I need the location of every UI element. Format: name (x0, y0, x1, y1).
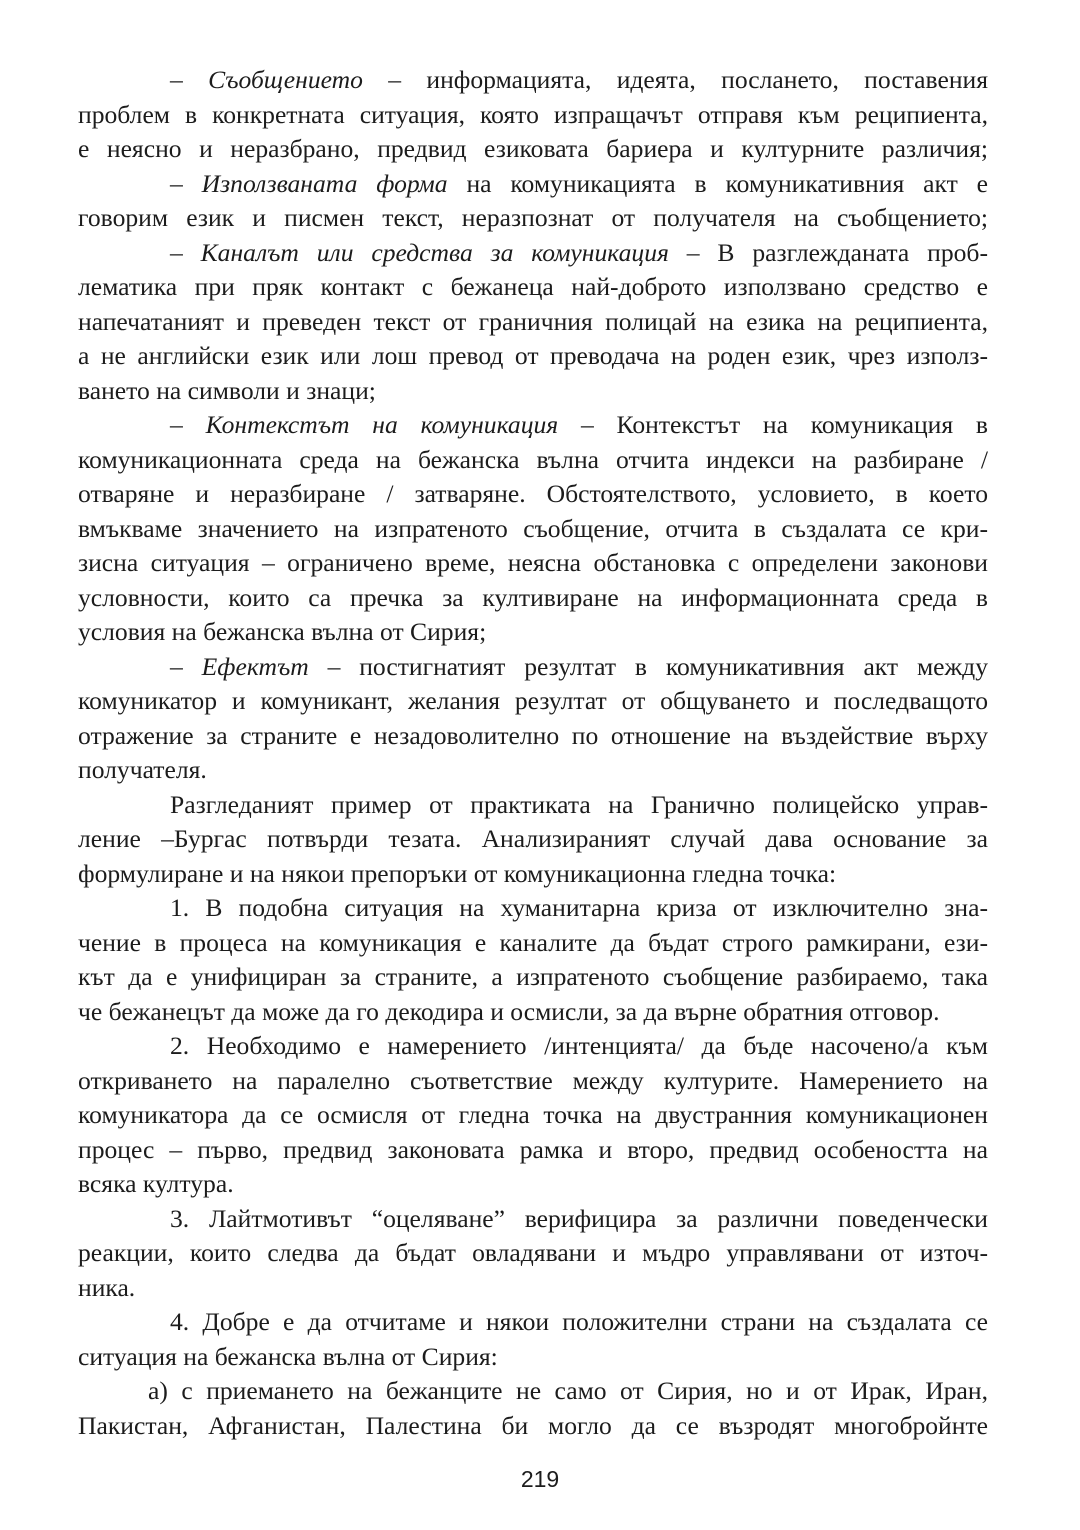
italic-term: – Контекстът на комуникация (170, 410, 559, 439)
text-line: 3. Лайтмотивът “оцеляване” верифицира за различни поведенчески (170, 1203, 988, 1233)
paragraph-context (78, 408, 988, 650)
paragraph-example (78, 788, 988, 892)
italic-term: – Използваната форма (170, 168, 448, 198)
paragraph-message (78, 63, 988, 167)
text-line: говорим език и писмен текст, неразпознат от получателя на съобщението; (78, 203, 988, 232)
text-line: лематика при пряк контакт с бежанеца най-доброто използвано средство е (78, 272, 988, 301)
text-line: комуникационната среда на бежанска вълна отчита индекси на разбиране / (78, 444, 988, 474)
page-number: 219 (520, 1466, 560, 1492)
paragraph-form (78, 167, 988, 236)
text-line: 4. Добре е да отчитаме и някои положителни страни на създалата се (170, 1307, 988, 1336)
paragraph-channel (78, 236, 988, 409)
page-body (78, 63, 988, 1443)
recommendation-1 (78, 891, 988, 1029)
text-line: 1. В подобна ситуация на хуманитарна криза от изключително зна- (170, 893, 988, 922)
text-line: проблем в конкретната ситуация, която изпращачът отправя към реципиента, (78, 99, 988, 129)
text-line: комуникатора да се осмисля от гледна точка на двустранния комуникационен (78, 1100, 988, 1129)
italic-term: – Ефектът (170, 651, 309, 681)
text-line: чение в процеса на комуникация е каналите да бъдат строго рамкирани, ези- (78, 927, 988, 957)
recommendation-4 (78, 1305, 988, 1374)
text-line: комуникатор и комуникант, желания резултат от общуването и последващото (78, 686, 988, 715)
text-line: е неясно и неразбрано, предвид езиковата бариера и културните различия; (78, 134, 988, 163)
text-line: ването на символи и знаци; (78, 375, 376, 405)
text-run: на комуникацията в комуникативния акт е (447, 168, 989, 198)
text-line: вмъкваме значението на изпратеното съобщение, отчита в създалата се кри- (78, 513, 988, 543)
text-run: – постигнатият резултат в комуникативния акт между (308, 651, 989, 681)
text-run: – Контекстът на комуникация в (558, 410, 988, 439)
text-line: а) с приемането на бежанците не само от Сирия, но и от Ирак, Иран, (148, 1376, 988, 1405)
text-line: отражение за страните е незадоволително по отношение на въздействие върху (78, 720, 988, 750)
text-line: 2. Необходимо е намерението /интенцията/ да бъде насочено/а към (170, 1031, 988, 1060)
text-line: Пакистан, Афганистан, Палестина би могло да се възродят многобройнте (78, 1410, 988, 1440)
text-line: условности, които са пречка за култивиране на информационната среда в (78, 582, 988, 612)
italic-term: – Съобщението (170, 65, 363, 94)
text-line: напечатаният и преведен текст от граничния полицай на езика на реципиента, (78, 306, 988, 336)
paragraph-effect (78, 650, 988, 788)
text-line (78, 650, 988, 685)
text-line: зисна ситуация – ограничено време, неясна обстановка с определени законови (78, 548, 988, 577)
text-line: реакции, които следва да бъдат овладявани и мъдро управлявани от източ- (78, 1238, 988, 1267)
text-line: откриването на паралелно съответствие между културите. Намерението на (78, 1065, 988, 1095)
text-run: – В разглежданата проб- (668, 237, 988, 267)
recommendation-4a (78, 1374, 988, 1443)
text-line (78, 167, 988, 202)
text-line: кът да е унифициран за страните, а изпратеното съобщение разбираемо, така (78, 962, 988, 991)
text-line: формулиране и на някои препоръки от комуникационна гледна точка: (78, 858, 837, 888)
text-line: получателя. (78, 755, 207, 784)
text-line: ситуация на бежанска вълна от Сирия: (78, 1341, 498, 1371)
text-line: ление –Бургас потвърди тезата. Анализираният случай дава основание за (78, 824, 988, 853)
text-line: условия на бежанска вълна от Сирия; (78, 617, 487, 646)
text-line: всяка култура. (78, 1169, 234, 1198)
text-line: ника. (78, 1272, 136, 1302)
text-line: процес – първо, предвид законовата рамка и второ, предвид особеността на (78, 1134, 988, 1164)
text-line (78, 236, 988, 271)
recommendation-2 (78, 1029, 988, 1202)
text-line: Разгледаният пример от практиката на Гранично полицейско управ- (170, 789, 988, 819)
text-line (78, 408, 988, 443)
text-line: отваряне и неразбиране / затваряне. Обстоятелството, условието, в което (78, 479, 988, 508)
text-run: – информацията, идеята, послането, поставения (362, 65, 988, 94)
text-line: че бежанецът да може да го декодира и осмисли, за да върне обратния отговор. (78, 996, 940, 1026)
italic-term: – Каналът или средства за комуникация (170, 237, 669, 267)
recommendation-3 (78, 1202, 988, 1306)
text-line: а не английски език или лош превод от преводача на роден език, чрез използ- (78, 341, 988, 370)
text-line (78, 63, 988, 98)
